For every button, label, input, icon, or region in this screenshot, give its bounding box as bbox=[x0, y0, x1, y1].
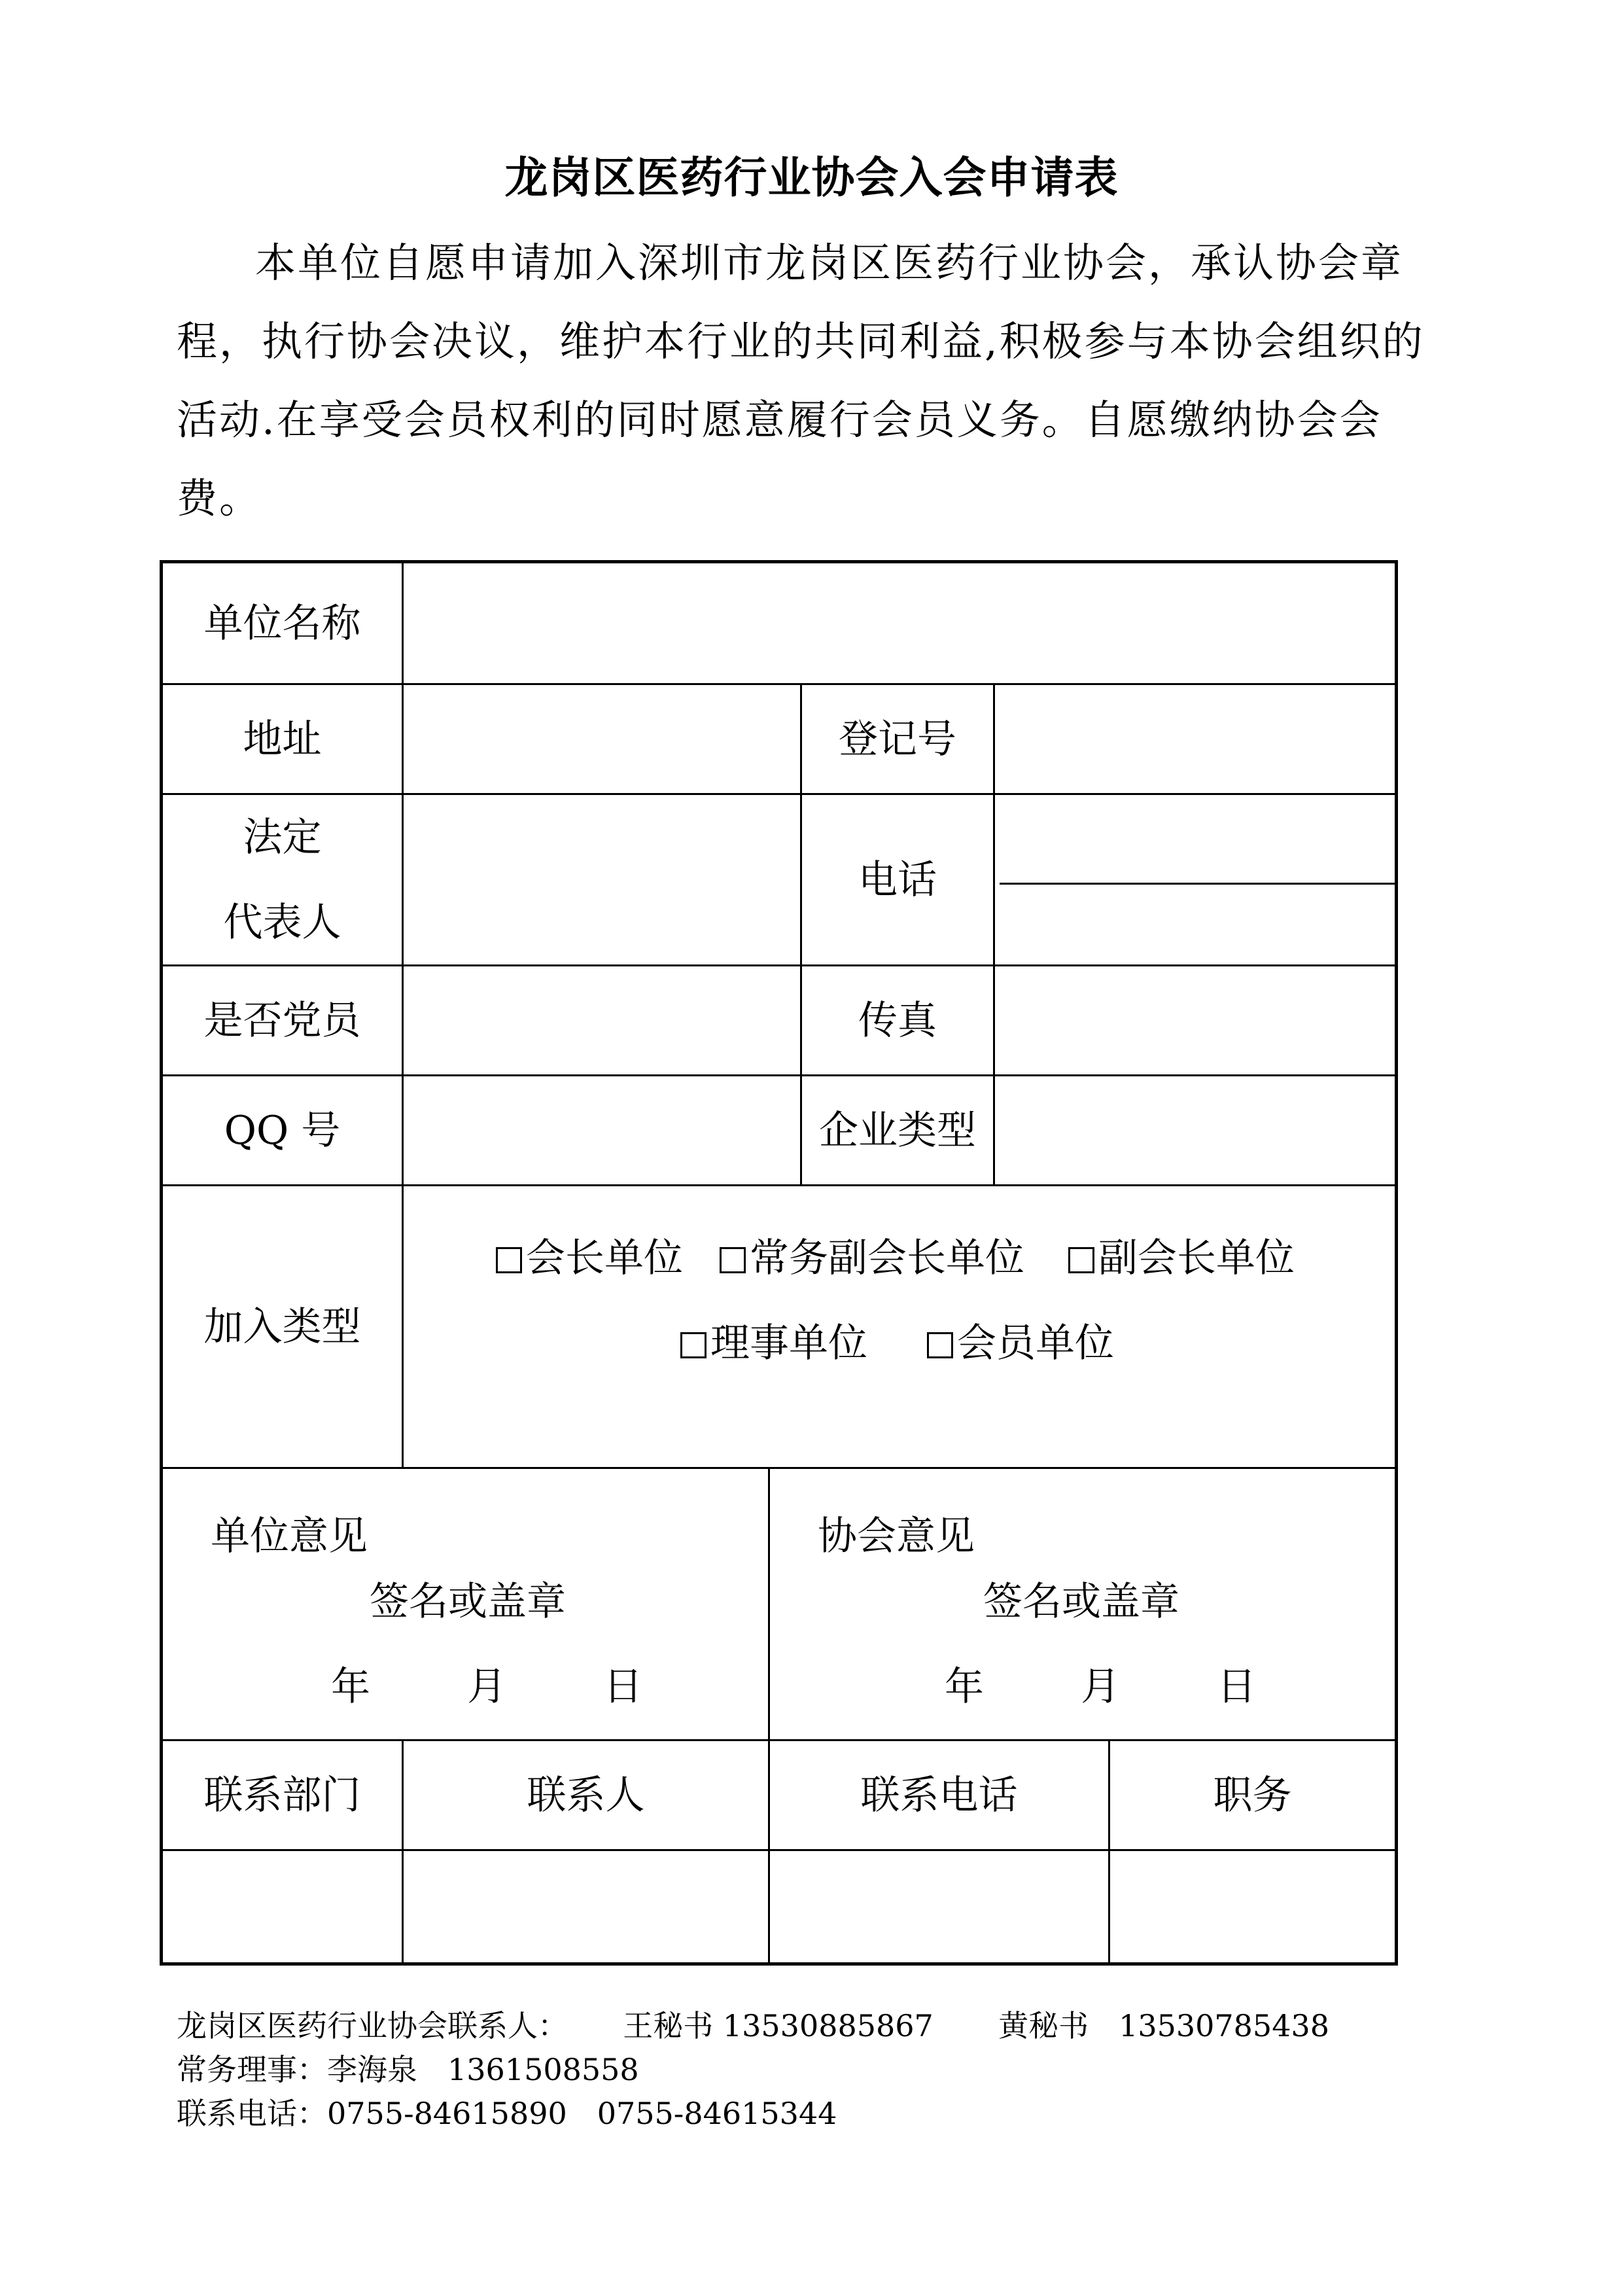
contact-person-field[interactable] bbox=[404, 1851, 768, 1962]
label-legal-rep bbox=[163, 795, 402, 964]
legal-rep-field[interactable] bbox=[404, 795, 800, 964]
row-line bbox=[160, 1467, 1398, 1469]
option-label: 副会长单位 bbox=[1098, 1235, 1295, 1281]
checkbox-icon[interactable] bbox=[927, 1332, 953, 1358]
page-title: 龙岗区医药行业协会入会申请表 bbox=[504, 152, 1119, 203]
label-party-member: 是否党员 bbox=[203, 997, 361, 1044]
option-member-unit[interactable] bbox=[927, 1312, 1114, 1368]
unit-sign-label: 签名或盖章 bbox=[370, 1579, 566, 1625]
label-legal-rep-line1: 法定 bbox=[243, 814, 322, 860]
contact-phone-field[interactable] bbox=[770, 1851, 1108, 1962]
unit-date-line bbox=[331, 1655, 642, 1712]
year-label: 年 bbox=[331, 1664, 370, 1710]
association-opinion-label: 协会意见 bbox=[818, 1513, 975, 1559]
phone-field-2[interactable] bbox=[995, 885, 1395, 964]
association-date-line bbox=[945, 1655, 1256, 1712]
intro-line-1: 本单位自愿申请加入深圳市龙岗区医药行业协会，承认协会章 bbox=[255, 239, 1404, 287]
unit-name-field[interactable] bbox=[404, 563, 1395, 683]
option-director-unit[interactable] bbox=[680, 1312, 867, 1368]
footer-executive-director: 常务理事：李海泉 1361508558 bbox=[177, 2052, 639, 2087]
checkbox-icon[interactable] bbox=[720, 1247, 746, 1273]
option-executive-vice-president-unit[interactable] bbox=[720, 1227, 1024, 1283]
contact-dept-field[interactable] bbox=[163, 1851, 402, 1962]
intro-line-2: 程，执行协会决议，维护本行业的共同利益,积极参与本协会组织的 bbox=[177, 317, 1425, 365]
footer-contacts-label: 龙岗区医药行业协会联系人： bbox=[177, 2008, 568, 2043]
footer-contacts-line bbox=[177, 2002, 1329, 2045]
label-legal-rep-line2: 代表人 bbox=[223, 899, 341, 945]
address-field[interactable] bbox=[404, 685, 800, 793]
footer-phone: 联系电话：0755-84615890 0755-84615344 bbox=[177, 2096, 837, 2131]
label-position: 职务 bbox=[1213, 1772, 1292, 1818]
checkbox-icon[interactable] bbox=[680, 1332, 707, 1358]
option-label: 会员单位 bbox=[957, 1320, 1114, 1366]
day-label: 日 bbox=[1217, 1664, 1257, 1710]
option-label: 常务副会长单位 bbox=[750, 1235, 1024, 1281]
association-sign-label: 签名或盖章 bbox=[983, 1579, 1179, 1625]
option-label: 理事单位 bbox=[710, 1320, 867, 1366]
label-unit-name: 单位名称 bbox=[203, 600, 361, 646]
label-contact-phone: 联系电话 bbox=[860, 1772, 1018, 1818]
checkbox-icon[interactable] bbox=[1068, 1247, 1094, 1273]
label-phone: 电话 bbox=[858, 857, 937, 903]
label-fax: 传真 bbox=[858, 997, 937, 1044]
intro-line-4: 费。 bbox=[177, 474, 262, 522]
unit-opinion-label: 单位意见 bbox=[211, 1513, 368, 1559]
party-member-field[interactable] bbox=[404, 966, 800, 1074]
option-president-unit[interactable] bbox=[496, 1227, 683, 1283]
position-field[interactable] bbox=[1110, 1851, 1395, 1962]
day-label: 日 bbox=[603, 1664, 643, 1710]
year-label: 年 bbox=[945, 1664, 984, 1710]
checkbox-icon[interactable] bbox=[496, 1247, 522, 1273]
intro-line-3: 活动.在享受会员权利的同时愿意履行会员义务。自愿缴纳协会会 bbox=[177, 396, 1382, 444]
qq-field[interactable] bbox=[404, 1076, 800, 1184]
label-company-type: 企业类型 bbox=[819, 1107, 976, 1154]
phone-field-1[interactable] bbox=[995, 795, 1395, 883]
option-label: 会长单位 bbox=[526, 1235, 683, 1281]
label-join-type: 加入类型 bbox=[203, 1303, 361, 1350]
label-contact-dept: 联系部门 bbox=[203, 1772, 361, 1818]
option-vice-president-unit[interactable] bbox=[1068, 1227, 1295, 1283]
label-qq: QQ 号 bbox=[224, 1107, 341, 1154]
fax-field[interactable] bbox=[995, 966, 1395, 1074]
label-address: 地址 bbox=[243, 716, 322, 762]
footer-contact-2: 黄秘书 13530785438 bbox=[998, 2008, 1329, 2043]
month-label: 月 bbox=[1081, 1664, 1121, 1710]
company-type-field[interactable] bbox=[995, 1076, 1395, 1184]
label-contact-person: 联系人 bbox=[527, 1772, 645, 1818]
reg-no-field[interactable] bbox=[995, 685, 1395, 793]
footer-contact-1: 王秘书 13530885867 bbox=[623, 2008, 934, 2043]
month-label: 月 bbox=[467, 1664, 507, 1710]
label-reg-no: 登记号 bbox=[839, 716, 956, 762]
